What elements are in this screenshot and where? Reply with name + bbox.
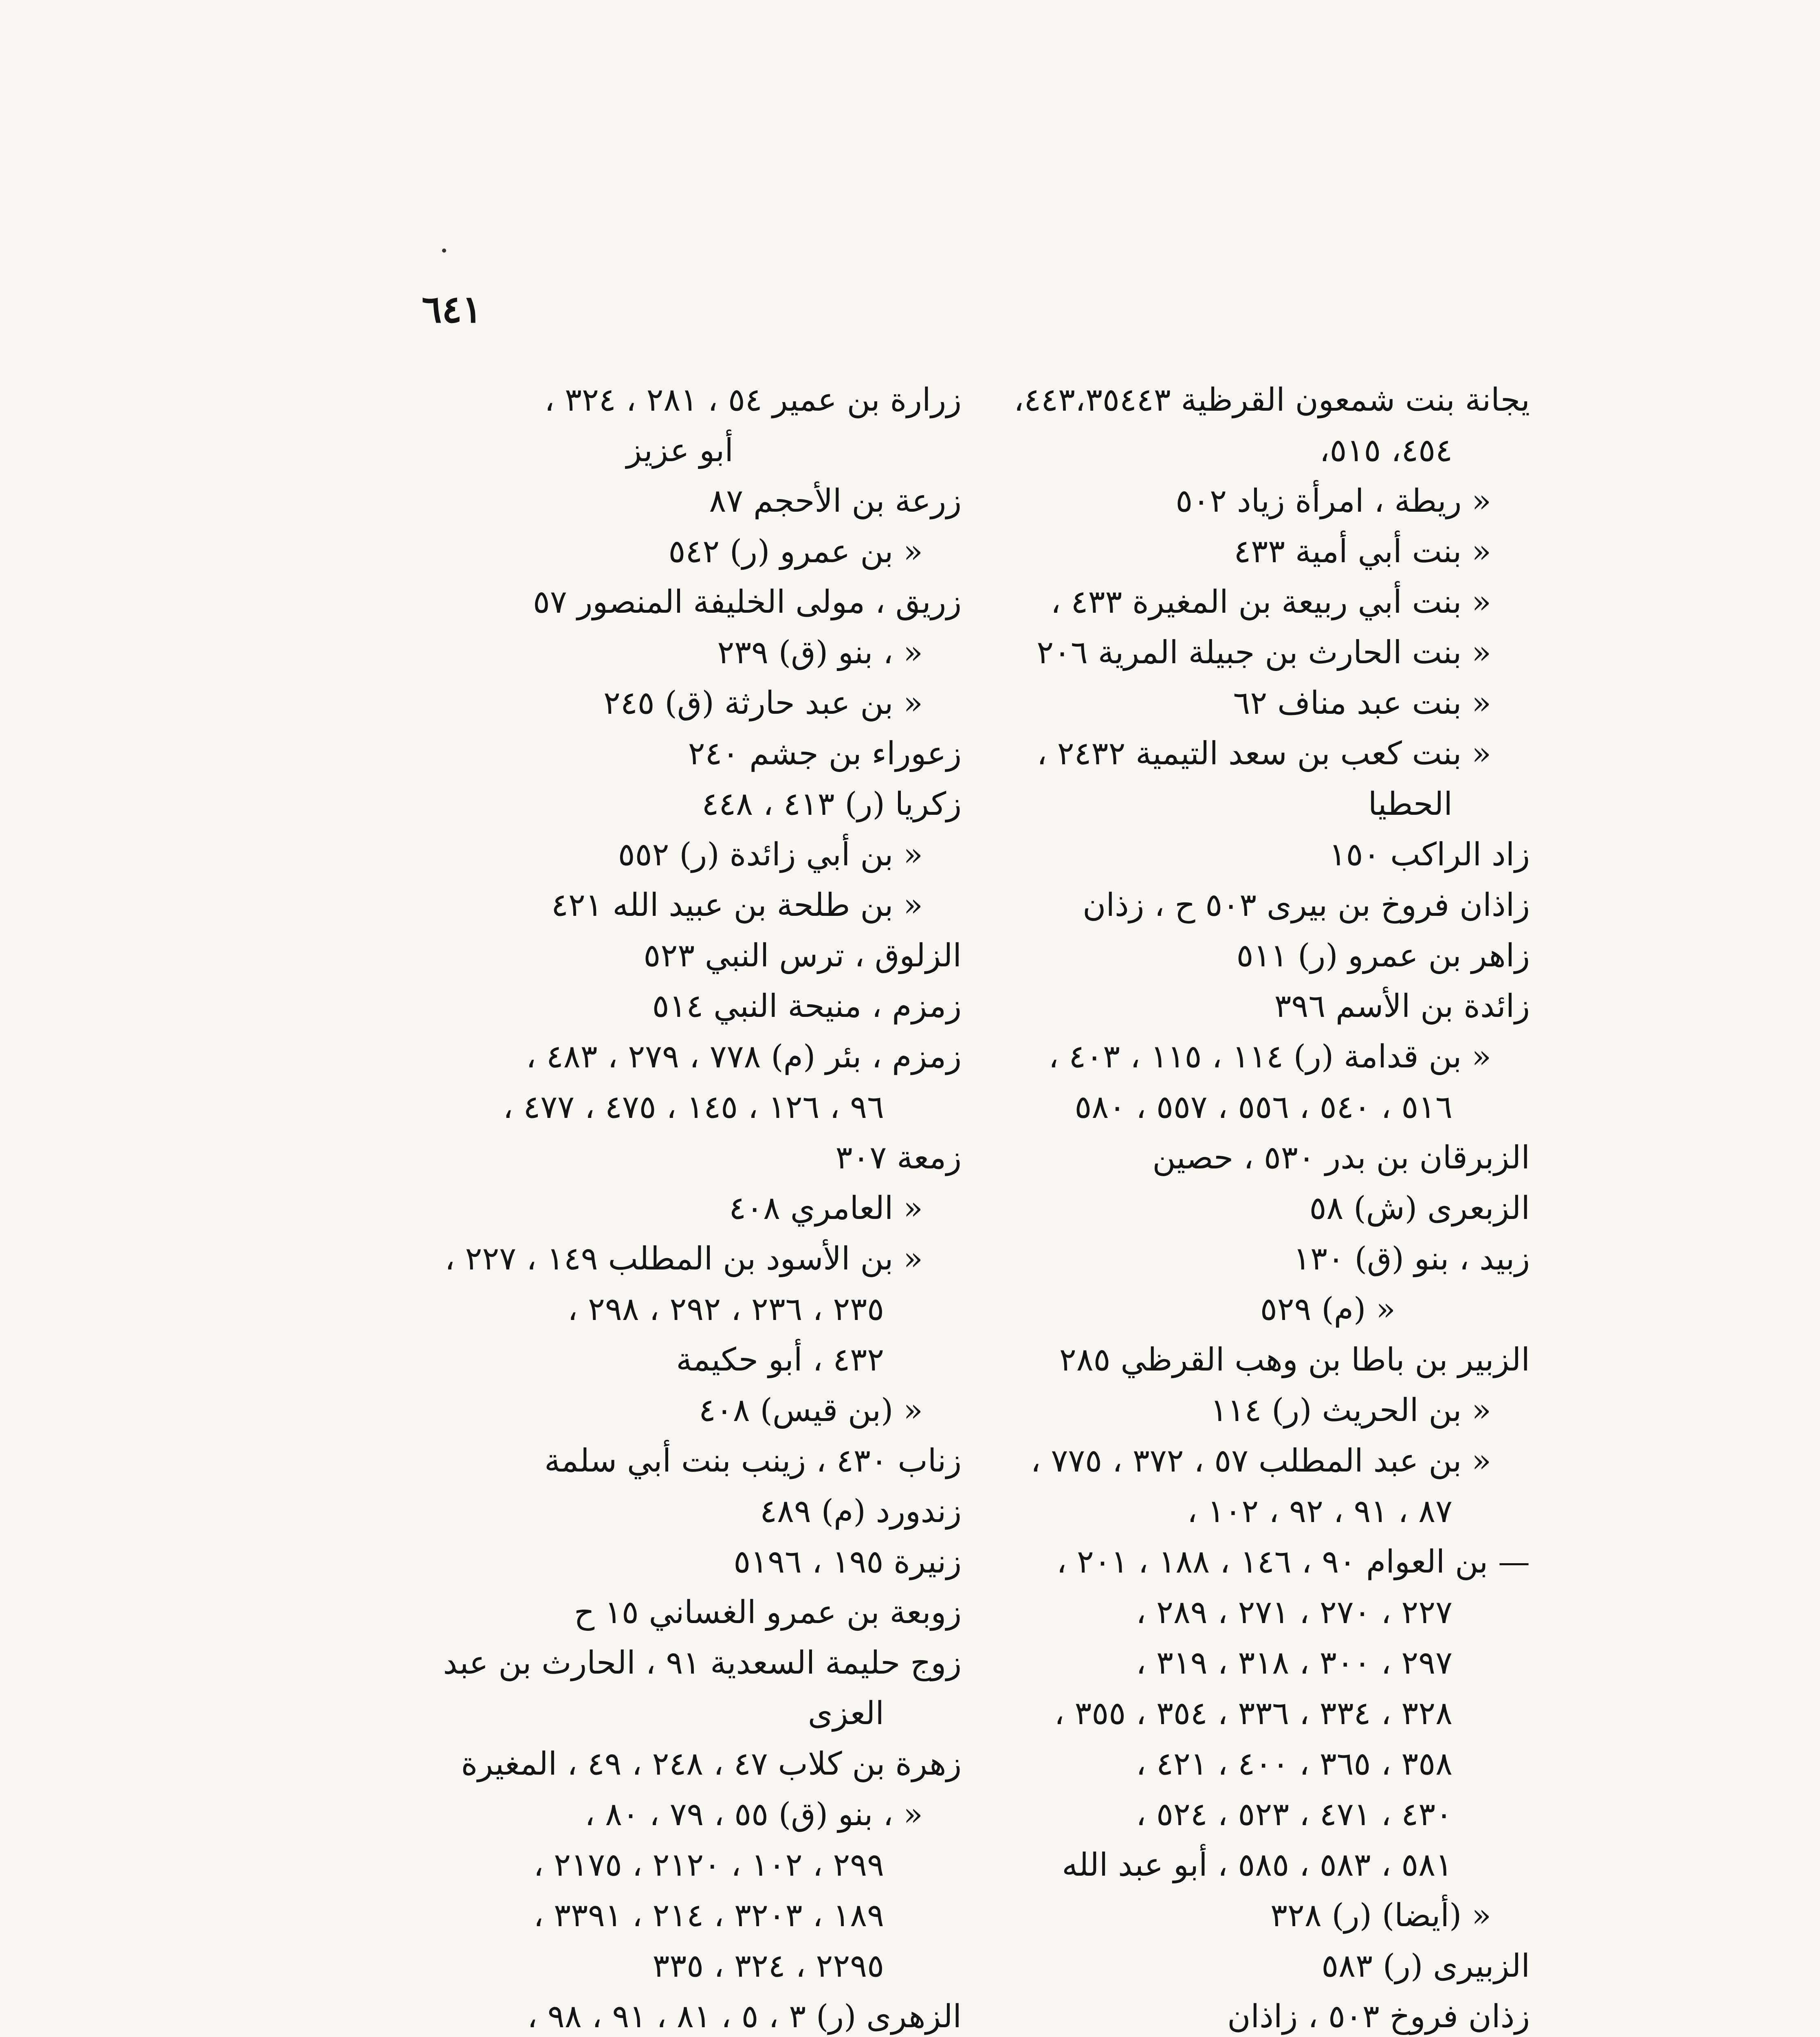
index-entry: — بن العوام ٩٠ ، ١٤٦ ، ١٨٨ ، ٢٠١ ،: [1056, 1544, 1530, 1580]
index-entry: زريق ، مولى الخليفة المنصور ٥٧: [533, 584, 962, 620]
index-entry: ٨٧ ، ٩١ ، ٩٢ ، ١٠٢ ،: [1187, 1493, 1452, 1530]
index-entry: « بنت أبي أمية ٤٣٣: [1234, 533, 1491, 570]
index-entry: الزهرى (ر) ٣ ، ٥ ، ٨١ ، ٩١ ، ٩٨ ،: [527, 1998, 962, 2035]
index-entry: الزلوق ، ترس النبي ٥٢٣: [643, 937, 962, 974]
index-entry: ٩٦ ، ١٢٦ ، ١٤٥ ، ٤٧٥ ، ٤٧٧ ،: [503, 1089, 884, 1126]
index-entry: ٢٩٧ ، ٣٠٠ ، ٣١٨ ، ٣١٩ ،: [1136, 1645, 1452, 1681]
index-entry: الحطيا: [1368, 786, 1452, 823]
index-entry: زبيد ، بنو (ق) ١٣٠: [1293, 1241, 1530, 1277]
index-entry: زاذان فروخ بن بيرى ٥٠٣ ح ، زذان: [1083, 887, 1530, 924]
index-entry: الزبيرى (ر) ٥٨٣: [1321, 1948, 1530, 1984]
index-entry: « (أيضا) (ر) ٣٢٨: [1270, 1897, 1491, 1934]
index-entry: ٣٢٨ ، ٣٣٤ ، ٣٣٦ ، ٣٥٤ ، ٣٥٥ ،: [1054, 1695, 1452, 1732]
index-entry: زذان فروخ ٥٠٣ ، زاذان: [1227, 1998, 1530, 2035]
index-entry: « بن الأسود بن المطلب ١٤٩ ، ٢٢٧ ،: [445, 1241, 923, 1277]
index-entry: « بنت الحارث بن جبيلة المرية ٢٠٦: [1037, 634, 1491, 671]
index-entry: « بن عبد حارثة (ق) ٢٤٥: [603, 685, 923, 722]
index-entry: زندورد (م) ٤٨٩: [760, 1493, 962, 1530]
index-entry: « ، بنو (ق) ٢٣٩: [717, 634, 923, 671]
index-entry: « بن أبي زائدة (ر) ٥٥٢: [618, 836, 923, 873]
index-entry: ٤٥٤، ٥١٥،: [1319, 432, 1452, 469]
scan-speck: [442, 249, 446, 253]
index-entry: ٤٣٢ ، أبو حكيمة: [676, 1342, 884, 1378]
index-entry: الزبعرى (ش) ٥٨: [1309, 1190, 1530, 1227]
index-entry: أبو عزيز: [626, 432, 733, 469]
index-entry: « العامري ٤٠٨: [729, 1190, 923, 1227]
index-entry: زاهر بن عمرو (ر) ٥١١: [1236, 937, 1530, 974]
index-entry: ٣٥٨ ، ٣٦٥ ، ٤٠٠ ، ٤٢١ ،: [1136, 1746, 1452, 1782]
index-entry: زنيرة ١٩٥ ، ٥١٩٦: [733, 1544, 962, 1580]
index-entry: ٢٢٧ ، ٢٧٠ ، ٢٧١ ، ٢٨٩ ،: [1136, 1594, 1452, 1631]
index-entry: « بن قدامة (ر) ١١٤ ، ١١٥ ، ٤٠٣ ،: [1048, 1038, 1491, 1075]
index-entry: ١٨٩ ، ٣٢٠٣ ، ٢١٤ ، ٣٣٩١ ،: [533, 1897, 884, 1934]
index-entry: زمزم ، منيحة النبي ٥١٤: [652, 988, 962, 1025]
index-entry: « بن الحريث (ر) ١١٤: [1210, 1392, 1491, 1429]
index-entry: زمعة ٣٠٧: [835, 1139, 962, 1176]
index-entry: العزى: [808, 1695, 884, 1732]
index-entry: ٤٣٠ ، ٤٧١ ، ٥٢٣ ، ٥٢٤ ،: [1136, 1796, 1452, 1833]
index-entry: زعوراء بن جشم ٢٤٠: [688, 735, 962, 772]
index-entry: « ، بنو (ق) ٥٥ ، ٧٩ ، ٨٠ ،: [585, 1796, 923, 1833]
index-entry: زائدة بن الأسم ٣٩٦: [1274, 988, 1530, 1025]
index-entry: زرعة بن الأحجم ٨٧: [709, 483, 962, 519]
index-entry: زرارة بن عمير ٥٤ ، ٢٨١ ، ٣٢٤ ،: [544, 382, 962, 418]
index-entry: ٥٨١ ، ٥٨٣ ، ٥٨٥ ، أبو عبد الله: [1062, 1847, 1452, 1883]
index-entry: ٢٢٩٥ ، ٣٢٤ ، ٣٣٥: [652, 1948, 884, 1984]
index-entry: ٢٣٥ ، ٢٣٦ ، ٢٩٢ ، ٢٩٨ ،: [567, 1291, 884, 1328]
page-number: ٦٤١: [422, 287, 482, 331]
index-entry: زهرة بن كلاب ٤٧ ، ٢٤٨ ، ٤٩ ، المغيرة: [461, 1746, 962, 1782]
index-column-left: [416, 375, 962, 2037]
index-entry: زاد الراكب ١٥٠: [1329, 836, 1530, 873]
index-entry: الزبرقان بن بدر ٥٣٠ ، حصين: [1152, 1139, 1530, 1176]
index-entry: زكريا (ر) ٤١٣ ، ٤٤٨: [702, 786, 962, 823]
index-entry: زوج حليمة السعدية ٩١ ، الحارث بن عبد: [443, 1645, 962, 1681]
index-entry: « بن طلحة بن عبيد الله ٤٢١: [551, 887, 923, 924]
index-entry: ٢٩٩ ، ١٠٢ ، ٢١٢٠ ، ٢١٧٥ ،: [533, 1847, 884, 1883]
index-column-right: [1002, 375, 1530, 2037]
index-entry: « ريطة ، امرأة زياد ٥٠٢: [1175, 483, 1491, 519]
index-entry: ٥١٦ ، ٥٤٠ ، ٥٥٦ ، ٥٥٧ ، ٥٨٠: [1074, 1089, 1452, 1126]
index-entry: « بنت عبد مناف ٦٢: [1233, 685, 1491, 722]
index-entry: زوبعة بن عمرو الغساني ١٥ ح: [574, 1594, 962, 1631]
index-entry: « بنت أبي ربيعة بن المغيرة ٤٣٣ ،: [1050, 584, 1491, 620]
index-entry: « بن عمرو (ر) ٥٤٢: [668, 533, 923, 570]
index-entry: « (بن قيس) ٤٠٨: [698, 1392, 923, 1429]
index-entry: زمزم ، بئر (م) ٧٧٨ ، ٢٧٩ ، ٤٨٣ ،: [526, 1038, 962, 1075]
index-entry: زناب ٤٣٠ ، زينب بنت أبي سلمة: [544, 1443, 962, 1479]
index-entry: الزبير بن باطا بن وهب القرظي ٢٨٥: [1059, 1342, 1530, 1378]
index-entry: « بنت كعب بن سعد التيمية ٢٤٣٢ ،: [1037, 735, 1491, 772]
index-entry: يجانة بنت شمعون القرظية ٤٤٣،٣٥٤٤٣،: [1014, 382, 1530, 418]
index-entry: « (م) ٥٢٩: [1260, 1291, 1395, 1328]
index-entry: « بن عبد المطلب ٥٧ ، ٣٧٢ ، ٧٧٥ ،: [1030, 1443, 1491, 1479]
